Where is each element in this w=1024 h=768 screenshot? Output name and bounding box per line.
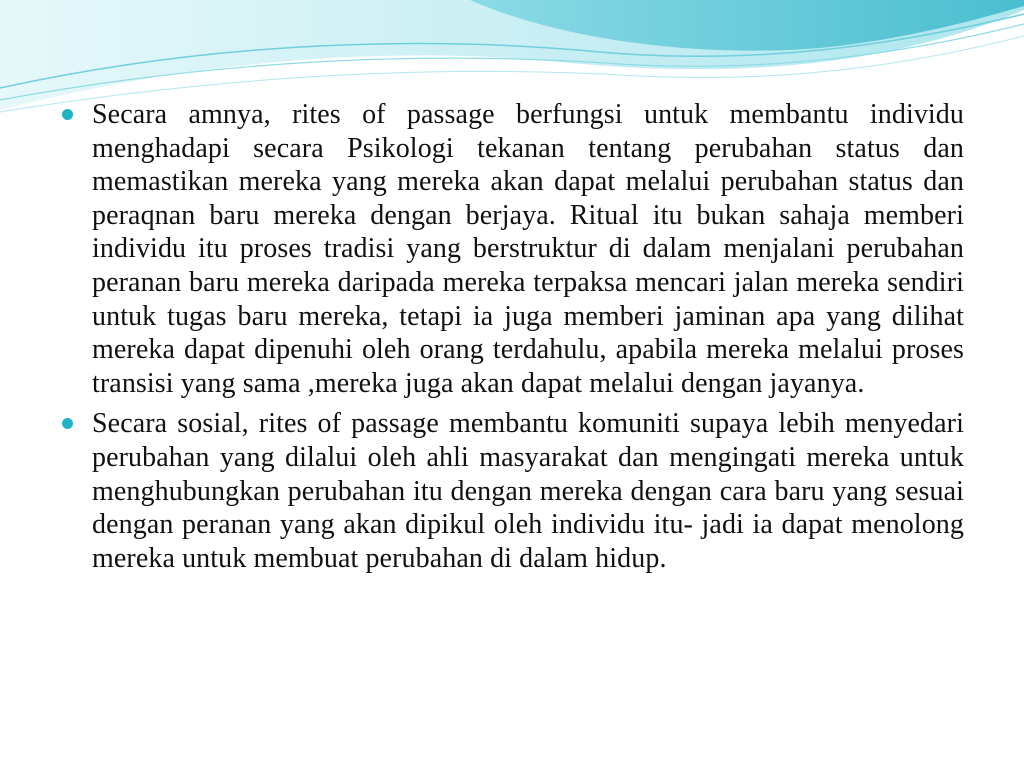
bullet-text-2: Secara sosial, rites of passage membantu komuniti supaya lebih menyedari perubahan yang dilalui oleh ahli masyarakat dan mengingati mereka untuk menghubungkan perubahan itu dengan mereka dengan cara baru yang sesuai dengan peranan yang akan dipikul oleh individu itu- jadi ia dapat menolong mereka untuk membuat perubahan di dalam hidup.	[92, 408, 964, 574]
bullet-text-1: Secara amnya, rites of passage berfungsi untuk membantu individu menghadapi secara Psikologi tekanan tentang perubahan status dan memastikan mereka yang mereka akan dapat melalui perubahan status dan peraqnan baru mereka dengan berjaya. Ritual itu bukan sahaja memberi individu itu proses tradisi yang berstruktur di dalam menjalani perubahan peranan baru mereka daripada mereka terpaksa mencari jalan mereka sendiri untuk tugas baru mereka, tetapi ia juga memberi jaminan apa yang dilihat mereka dapat dipenuhi oleh orang terdahulu, apabila mereka melalui proses transisi yang sama ,mereka juga akan dapat melalui dengan jayanya.	[92, 99, 964, 399]
bullet-dot-icon	[62, 109, 73, 120]
bullet-dot-icon	[62, 418, 73, 429]
bullet-item-1	[62, 98, 964, 400]
bullet-item-2	[62, 407, 964, 575]
slide-content	[62, 98, 964, 582]
